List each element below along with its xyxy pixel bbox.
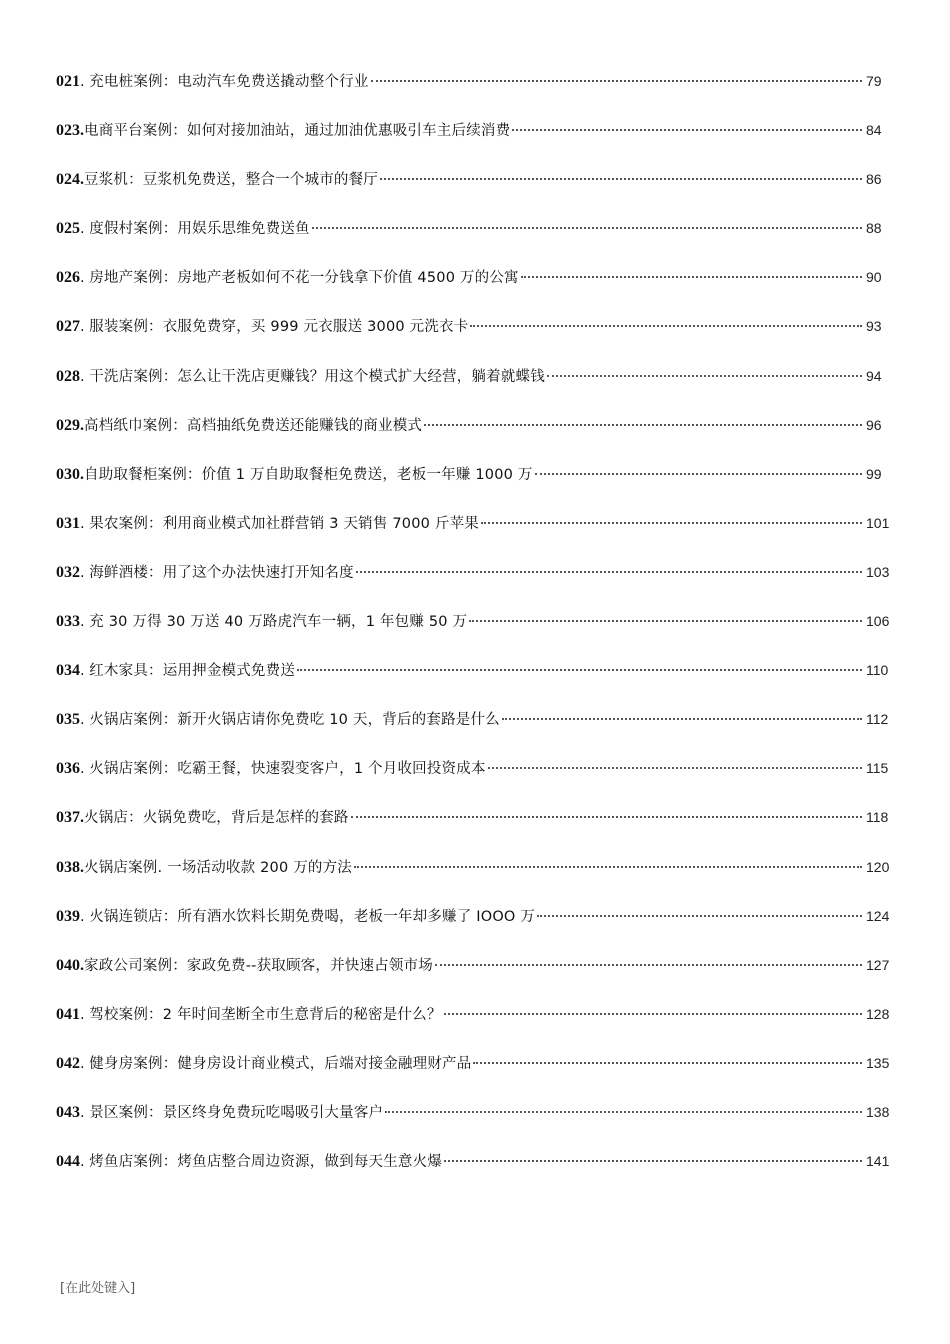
toc-entry-separator: .: [80, 1006, 90, 1023]
toc-entry-number: 023.: [56, 122, 84, 140]
toc-dot-leader: [488, 767, 862, 769]
toc-entry-separator: .: [80, 270, 90, 287]
toc-entry-number: 031: [56, 514, 80, 532]
toc-entry-text: 红木家具：运用押金模式免费送: [89, 663, 296, 680]
toc-entry-number: 037.: [56, 809, 84, 827]
toc-entry-page-number: 118: [866, 809, 889, 826]
toc-entry-title: [56, 661, 295, 681]
toc-entry-title: [56, 1152, 442, 1172]
toc-entry[interactable]: [56, 562, 890, 611]
toc-dot-leader: [356, 571, 862, 573]
toc-entry-page-number: 79: [866, 73, 882, 89]
toc-entry-number: 036: [56, 760, 80, 778]
toc-entry-page-number: 96: [866, 416, 882, 433]
toc-entry-title: [56, 710, 500, 730]
toc-entry-number: 029.: [56, 416, 84, 434]
toc-entry-number: 042: [56, 1054, 80, 1072]
toc-dot-leader: [297, 669, 862, 671]
toc-dot-leader: [469, 620, 862, 622]
toc-entry-text: 充 30 万得 30 万送 40 万路虎汽车一辆，1 年包赚 50 万: [89, 614, 468, 631]
toc-entry-page-number: 94: [866, 367, 882, 384]
toc-entry-text: 自助取餐柜案例：价值 1 万自助取餐柜免费送，老板一年赚 1000 万: [84, 466, 533, 483]
toc-entry-title: [56, 268, 519, 288]
toc-entry-page-number: 135: [866, 1054, 890, 1071]
toc-entry-separator: .: [80, 515, 90, 532]
toc-dot-leader: [312, 227, 862, 229]
toc-entry-number: 030.: [56, 465, 84, 483]
toc-dot-leader: [537, 915, 862, 917]
toc-entry[interactable]: [56, 709, 890, 758]
toc-entry[interactable]: [56, 611, 890, 660]
toc-entry[interactable]: [56, 513, 890, 562]
toc-entry[interactable]: [56, 906, 890, 955]
toc-entry[interactable]: [56, 1004, 890, 1053]
toc-dot-leader: [473, 1062, 862, 1064]
toc-entry-title: [56, 465, 533, 485]
toc-dot-leader: [424, 424, 862, 426]
toc-entry-title: [56, 514, 479, 534]
toc-entry-number: 038.: [56, 858, 84, 876]
toc-entry[interactable]: [56, 120, 890, 169]
toc-entry-number: 024.: [56, 171, 84, 189]
toc-entry-title: [56, 563, 354, 583]
toc-entry[interactable]: [56, 857, 890, 906]
toc-entry-separator: .: [80, 1154, 90, 1171]
toc-entry[interactable]: [56, 1053, 890, 1102]
toc-entry-number: 028: [56, 367, 80, 385]
toc-entry-page-number: 93: [866, 318, 882, 335]
toc-dot-leader: [371, 80, 862, 82]
toc-entry-separator: .: [80, 1104, 90, 1121]
toc-entry-page-number: 127: [866, 956, 890, 973]
toc-entry-title: [56, 219, 310, 239]
toc-entry-text: 服装案例：衣服免费穿，买 999 元衣服送 3000 元洗衣卡: [89, 319, 469, 336]
toc-entry-text: 充电桩案例：电动汽车免费送撬动整个行业: [89, 74, 369, 90]
toc-entry-text: 火锅店案例：吃霸王餐，快速裂变客户，1 个月收回投资成本: [89, 761, 486, 778]
toc-entry-page-number: 124: [866, 907, 890, 924]
toc-entry-title: [56, 72, 369, 92]
toc-entry-number: 021: [56, 73, 80, 90]
toc-entry-number: 039: [56, 907, 80, 925]
toc-entry[interactable]: [56, 71, 890, 120]
toc-dot-leader: [481, 522, 862, 524]
toc-entry-page-number: 90: [866, 269, 882, 286]
toc-entry-text: 果农案例：利用商业模式加社群营销 3 天销售 7000 斤苹果: [89, 515, 479, 532]
toc-entry-text: 驾校案例：2 年时间垄断全市生意背后的秘密是什么？: [89, 1006, 442, 1023]
toc-entry-title: [56, 1005, 442, 1025]
toc-entry-title: [56, 612, 467, 632]
toc-entry-separator: .: [80, 319, 90, 336]
toc-entry-text: 烤鱼店案例：烤鱼店整合周边资源，做到每天生意火爆: [89, 1154, 443, 1171]
toc-entry[interactable]: [56, 807, 890, 856]
toc-entry-title: [56, 808, 349, 828]
toc-entry-text: 度假村案例：用娱乐思维免费送鱼: [89, 221, 310, 238]
toc-entry-page-number: 103: [866, 563, 890, 580]
toc-entry-title: [56, 170, 378, 190]
toc-entry-page-number: 120: [866, 858, 890, 875]
toc-entry-number: 027: [56, 318, 80, 336]
toc-entry-separator: .: [80, 74, 90, 90]
toc-entry-text: 火锅连锁店：所有酒水饮料长期免费喝，老板一年却多赚了 IOOO 万: [89, 908, 536, 925]
toc-entry-separator: .: [80, 221, 90, 238]
toc-entry-number: 034: [56, 662, 80, 680]
toc-entry-text: 豆浆机：豆浆机免费送，整合一个城市的餐厅: [84, 172, 378, 189]
toc-entry[interactable]: [56, 267, 890, 316]
toc-entry-page-number: 84: [866, 122, 882, 139]
toc-entry-separator: .: [80, 614, 90, 631]
toc-dot-leader: [512, 129, 862, 131]
toc-entry-number: 025: [56, 220, 80, 238]
toc-entry-page-number: 86: [866, 171, 882, 188]
toc-entry-number: 044: [56, 1153, 80, 1171]
toc-entry[interactable]: [56, 955, 890, 1004]
toc-dot-leader: [502, 718, 862, 720]
toc-entry-text: 电商平台案例：如何对接加油站，通过加油优惠吸引车主后续消费: [84, 123, 511, 140]
toc-entry-page-number: 88: [866, 220, 882, 237]
toc-entry-number: 043: [56, 1103, 80, 1121]
toc-entry-number: 041: [56, 1005, 80, 1023]
toc-entry-title: [56, 1103, 383, 1123]
toc-entry[interactable]: [56, 169, 890, 218]
toc-entry[interactable]: [56, 464, 890, 513]
toc-entry[interactable]: [56, 415, 890, 464]
toc-entry-page-number: 106: [866, 613, 890, 630]
toc-entry[interactable]: [56, 366, 890, 415]
toc-dot-leader: [385, 1111, 862, 1113]
footer-placeholder[interactable]: [在此处键入]: [60, 1281, 136, 1296]
toc-entry-number: 033: [56, 613, 80, 631]
toc-entry-page-number: 138: [866, 1103, 890, 1120]
toc-entry-text: 高档纸巾案例：高档抽纸免费送还能赚钱的商业模式: [84, 417, 423, 434]
toc-dot-leader: [351, 816, 862, 818]
toc-entry-text: 火锅店：火锅免费吃，背后是怎样的套路: [84, 810, 349, 827]
toc-entry-title: [56, 121, 510, 141]
toc-entry-page-number: 101: [866, 514, 890, 531]
toc-entry-text: 景区案例：景区终身免费玩吃喝吸引大量客户: [89, 1104, 384, 1121]
toc-entry[interactable]: [56, 316, 890, 365]
toc-dot-leader: [380, 178, 862, 180]
toc-entry-title: [56, 858, 352, 878]
toc-entry[interactable]: [56, 1102, 890, 1151]
toc-entry-title: [56, 416, 422, 436]
toc-entry-separator: .: [80, 368, 90, 385]
toc-entry-text: 健身房案例：健身房设计商业模式，后端对接金融理财产品: [89, 1055, 472, 1072]
toc-dot-leader: [535, 473, 862, 475]
toc-entry-separator: .: [80, 908, 90, 925]
toc-entry[interactable]: [56, 218, 890, 267]
toc-entry-number: 026: [56, 269, 80, 287]
toc-entry[interactable]: [56, 758, 890, 807]
toc-entry-number: 035: [56, 711, 80, 729]
toc-entry-page-number: 99: [866, 465, 882, 482]
toc-entry-title: [56, 367, 545, 387]
toc-entry-title: [56, 1054, 471, 1074]
toc-entry-number: 040.: [56, 956, 84, 974]
toc-entry-separator: .: [80, 564, 90, 581]
toc-entry-text: 海鲜酒楼：用了这个办法快速打开知名度: [89, 564, 354, 581]
toc-dot-leader: [435, 964, 862, 966]
toc-entry-number: 032: [56, 563, 80, 581]
toc-entry-separator: .: [80, 761, 90, 778]
toc-entry-page-number: 128: [866, 1005, 890, 1022]
toc-dot-leader: [444, 1160, 862, 1162]
toc-entry-page-number: 115: [866, 760, 889, 777]
toc-entry-text: 干洗店案例：怎么让干洗店更赚钱？用这个模式扩大经营，躺着就蝶钱: [89, 368, 545, 385]
toc-entry-page-number: 141: [866, 1153, 890, 1170]
toc-entry-text: 家政公司案例：家政免费--获取顾客，并快速占领市场: [84, 957, 433, 974]
table-of-contents: [56, 71, 890, 1200]
toc-dot-leader: [354, 866, 862, 868]
toc-entry-text: 房地产案例：房地产老板如何不花一分钱拿下价值 4500 万的公寓: [89, 270, 519, 287]
toc-entry-title: [56, 956, 433, 976]
toc-entry-title: [56, 907, 535, 927]
toc-entry[interactable]: [56, 660, 890, 709]
toc-entry-page-number: 112: [866, 711, 889, 728]
toc-entry-title: [56, 759, 486, 779]
toc-dot-leader: [470, 325, 862, 327]
toc-dot-leader: [444, 1013, 862, 1015]
toc-entry-separator: .: [80, 1055, 90, 1072]
toc-entry-separator: .: [80, 663, 90, 680]
toc-entry-text: 火锅店案例：新开火锅店请你免费吃 10 天，背后的套路是什么: [89, 712, 500, 729]
toc-dot-leader: [547, 375, 862, 377]
toc-entry-text: 火锅店案例. 一场活动收款 200 万的方法: [84, 859, 353, 876]
toc-entry-page-number: 110: [866, 662, 889, 679]
toc-dot-leader: [521, 276, 862, 278]
toc-entry-title: [56, 317, 468, 337]
toc-entry[interactable]: [56, 1151, 890, 1200]
toc-entry-separator: .: [80, 712, 90, 729]
